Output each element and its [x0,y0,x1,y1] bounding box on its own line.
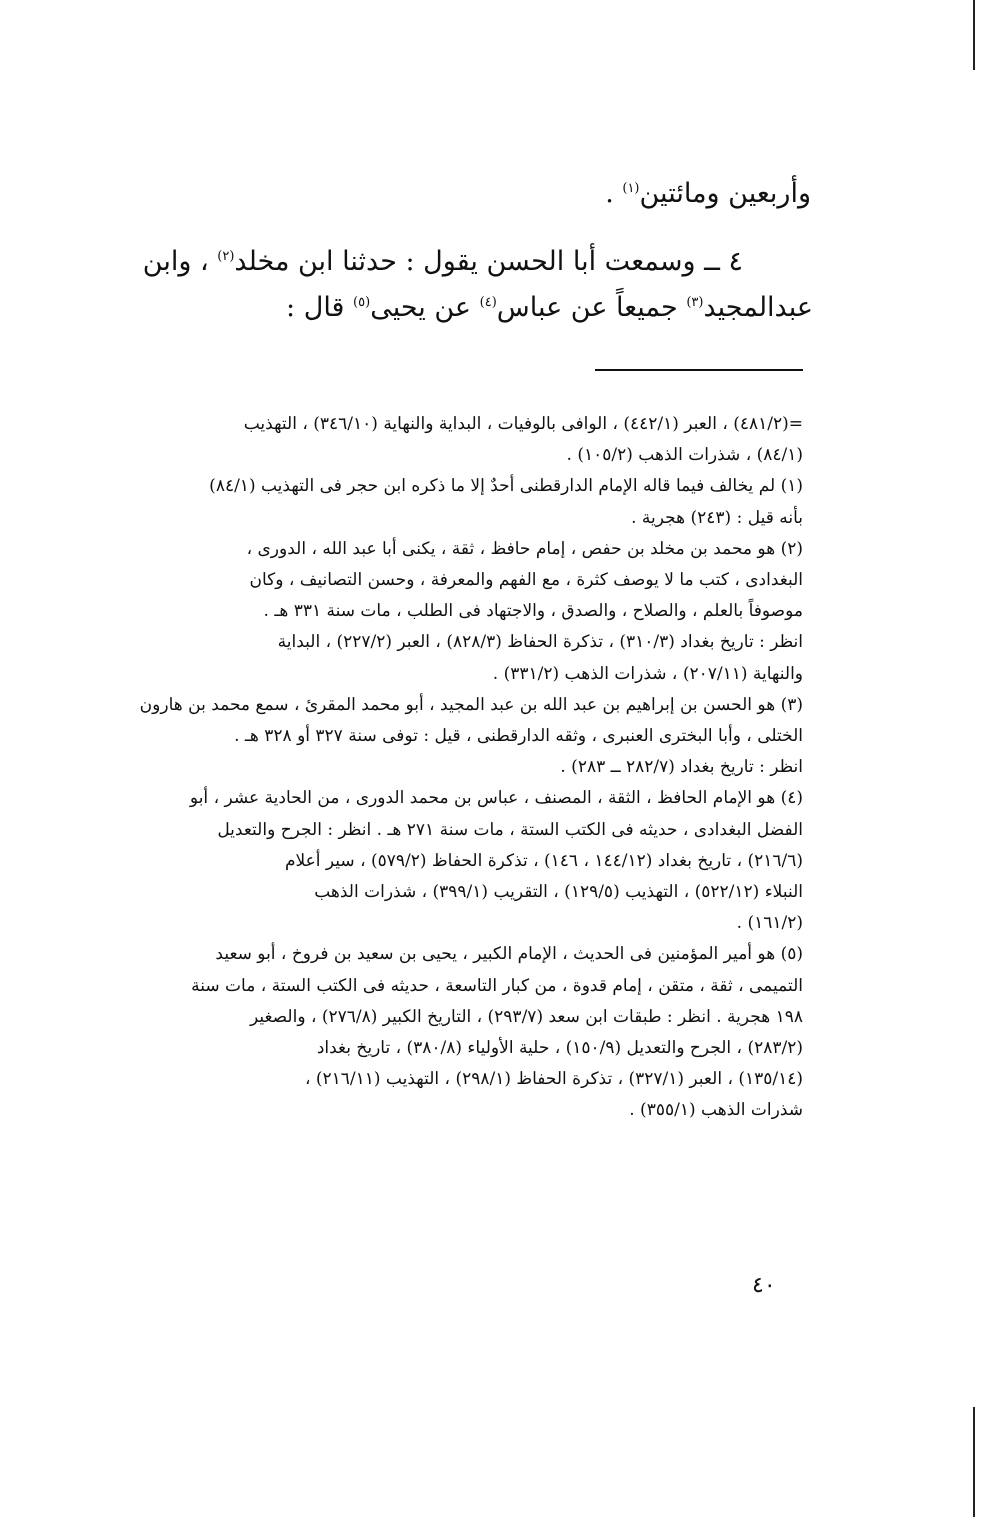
footnote-line: انظر : تاريخ بغداد (٢٨٢/٧ ــ ٢٨٣) . [560,757,803,778]
text-run: . [605,178,623,209]
page-edge-line [973,1407,975,1517]
footnote-line: (١٦١/٢) . [736,913,803,934]
footnote-line: التميمى ، ثقة ، متقن ، إمام قدوة ، من كبار التاسعة ، حديثه فى الكتب الستة ، مات سنة [191,975,803,996]
footnote-ref: (٥) [353,295,371,310]
main-line [133,165,813,223]
footnote-ref: (٢) [217,249,235,264]
footnote-ref: (١) [622,181,640,196]
footnote-line: ١٩٨ هجرية . انظر : طبقات ابن سعد (٢٩٣/٧) ، التاريخ الكبير (٢٧٦/٨) ، والصغير [249,1006,803,1027]
footnote-line: (٥) هو أمير المؤمنين فى الحديث ، الإمام الكبير ، يحيى بن سعيد بن فروخ ، أبو سعيد [215,944,803,965]
page-edge-line [973,0,975,70]
footnote-line: (١) لم يخالف فيما قاله الإمام الدارقطنى أحدٌ إلا ما ذكره ابن حجر فى التهذيب (٨٤/١) [209,476,803,497]
text-run: عن يحيى [370,292,480,323]
footnote-divider [595,369,803,371]
footnote-line: (٢١٦/٦) ، تاريخ بغداد (١٤٤/١٢ ، ١٤٦) ، تذكرة الحفاظ (٥٧٩/٢) ، سير أعلام [284,850,803,871]
text-run: وأربعين ومائتين [639,178,811,209]
footnote-line: والنهاية (٢٠٧/١١) ، شذرات الذهب (٣٣١/٢) . [492,663,803,684]
footnote-line: شذرات الذهب (٣٥٥/١) . [629,1100,803,1121]
footnote-line: الختلى ، وأبا البخترى العنبرى ، وثقه الدارقطنى ، قيل : توفى سنة ٣٢٧ أو ٣٢٨ هـ . [234,726,803,747]
footnote-line: (٣) هو الحسن بن إبراهيم بن عبد الله بن عبد المجيد ، أبو محمد المقرئ ، سمع محمد بن هارون [139,694,803,715]
footnote-line: بأنه قيل : (٢٤٣) هجرية . [631,507,803,528]
footnotes [83,409,803,1127]
footnote-line: الفضل البغدادى ، حديثه فى الكتب الستة ، مات سنة ٢٧١ هـ . انظر : الجرح والتعديل [217,819,803,840]
footnote-line: النبلاء (٥٢٢/١٢) ، التهذيب (١٢٩/٥) ، التقريب (٣٩٩/١) ، شذرات الذهب [314,882,803,903]
footnote-line: موصوفاً بالعلم ، والصلاح ، والصدق ، والاجتهاد فى الطلب ، مات سنة ٣٣١ هـ . [263,601,803,622]
footnote-line: =(٤٨١/٢) ، العبر (٤٤٢/١) ، الوافى بالوفيات ، البداية والنهاية (٣٤٦/١٠) ، التهذيب [243,414,803,434]
footnote-line: (١٣٥/١٤) ، العبر (٣٢٧/١) ، تذكرة الحفاظ (٢٩٨/١) ، التهذيب (٢١٦/١١) ، [304,1069,803,1090]
footnote-line: (٢٨٣/٢) ، الجرح والتعديل (١٥٠/٩) ، حلية الأولياء (٣٨٠/٨) ، تاريخ بغداد [316,1038,803,1059]
text-run: عبدالمجيد [703,292,813,323]
text-run: ، وابن [142,246,218,277]
main-text [133,165,813,337]
text-run: جميعاً عن عباس [496,292,687,323]
footnote-line: (٤) هو الإمام الحافظ ، الثقة ، المصنف ، عباس بن محمد الدورى ، من الحادية عشر ، أبو [189,788,803,809]
footnote-line: البغدادى ، كتب ما لا يوصف كثرة ، مع الفهم والمعرفة ، وحسن التصانيف ، وكان [249,570,803,591]
footnote-line: (٨٤/١) ، شذرات الذهب (١٠٥/٢) . [566,445,803,466]
text-run: قال : [286,292,354,323]
footnote-ref: (٣) [686,295,704,310]
text-run: ٤ ــ وسمعت أبا الحسن يقول : حدثنا ابن مخلد [234,246,743,277]
footnote-ref: (٤) [479,295,497,310]
footnote-line: (٢) هو محمد بن مخلد بن حفص ، إمام حافظ ، ثقة ، يكنى أبا عبد الله ، الدورى ، [246,538,803,559]
page-number: ٤٠ [752,1273,776,1298]
footnote-line: انظر : تاريخ بغداد (٣١٠/٣) ، تذكرة الحفاظ (٨٢٨/٣) ، العبر (٢٢٧/٢) ، البداية [277,632,803,653]
